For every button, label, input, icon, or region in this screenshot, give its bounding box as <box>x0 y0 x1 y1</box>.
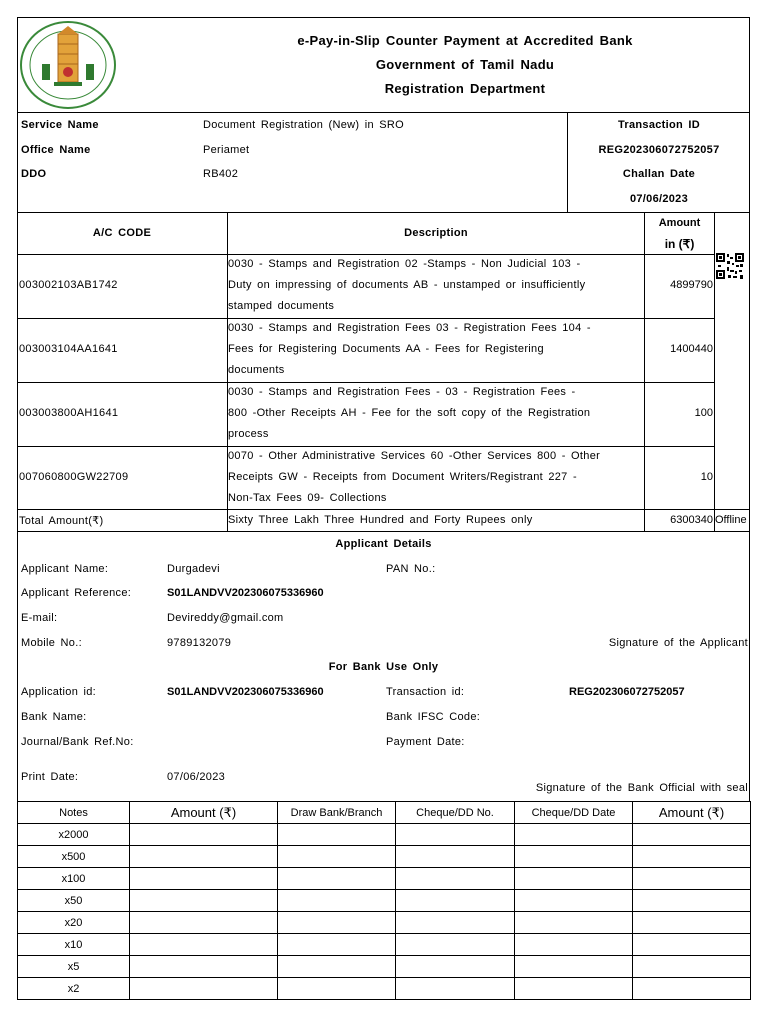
header-notes: Notes <box>18 802 130 824</box>
col-amount-line1: Amount <box>658 217 701 229</box>
row-1-desc-2: Duty on impressing of documents AB - unstamped or insufficiently <box>228 279 586 291</box>
row-4-code: 007060800GW22709 <box>19 471 129 483</box>
office-label: Office Name <box>21 144 91 156</box>
row-2-code: 003003104AA1641 <box>19 343 118 355</box>
table-row <box>18 912 751 934</box>
table-row <box>18 824 751 846</box>
cheque-date-cell[interactable] <box>515 912 633 934</box>
row-4-amount: 10 <box>700 471 713 483</box>
denomination: x50 <box>18 890 130 912</box>
application-id-label: Application id: <box>21 686 96 698</box>
draw-bank-cell[interactable] <box>278 868 396 890</box>
service-value: Document Registration (New) in SRO <box>203 119 404 131</box>
row-4-desc-2: Receipts GW - Receipts from Document Writers/Registrant 227 - <box>228 471 577 483</box>
total-words: Sixty Three Lakh Three Hundred and Forty Rupees only <box>228 514 533 526</box>
applicant-heading: Applicant Details <box>335 538 432 550</box>
amount-cell[interactable] <box>130 956 278 978</box>
journal-ref-label: Journal/Bank Ref.No: <box>21 736 134 748</box>
payment-date-label: Payment Date: <box>386 736 465 748</box>
cheque-date-cell[interactable] <box>515 890 633 912</box>
row-3-code: 003003800AH1641 <box>19 407 119 419</box>
cheque-date-cell[interactable] <box>515 846 633 868</box>
amount-cell[interactable] <box>130 934 278 956</box>
denomination: x2000 <box>18 824 130 846</box>
pan-label: PAN No.: <box>386 563 436 575</box>
office-value: Periamet <box>203 144 250 156</box>
application-id-value: S01LANDVV202306075336960 <box>167 686 324 698</box>
draw-bank-cell[interactable] <box>278 890 396 912</box>
header-line-1: e-Pay-in-Slip Counter Payment at Accredited Bank <box>297 33 633 48</box>
print-date-label: Print Date: <box>21 771 79 783</box>
cheque-no-cell[interactable] <box>396 868 515 890</box>
cheque-no-cell[interactable] <box>396 912 515 934</box>
amount-cell[interactable] <box>130 846 278 868</box>
denomination: x100 <box>18 868 130 890</box>
challan-date-label: Challan Date <box>622 168 696 180</box>
applicant-signature: Signature of the Applicant <box>608 637 748 649</box>
table-row <box>18 956 751 978</box>
row-2-amount: 1400440 <box>670 343 713 355</box>
row-1-amount: 4899790 <box>670 279 713 291</box>
row-1-code: 003002103AB1742 <box>19 279 118 291</box>
txn-id-label: Transaction ID <box>618 119 700 131</box>
cheque-no-cell[interactable] <box>396 846 515 868</box>
cheque-date-cell[interactable] <box>515 956 633 978</box>
applicant-ref-value: S01LANDVV20230607533696​0 <box>167 587 324 599</box>
row-3-desc-3: process <box>228 428 269 440</box>
header-amount: Amount (₹) <box>130 802 278 824</box>
print-date-value: 07/06/2023 <box>167 771 226 783</box>
mobile-label: Mobile No.: <box>21 637 82 649</box>
cheque-no-cell[interactable] <box>396 934 515 956</box>
table-row <box>18 934 751 956</box>
row-3-amount: 100 <box>694 407 713 419</box>
denomination: x2 <box>18 978 130 1000</box>
denomination: x20 <box>18 912 130 934</box>
ddo-label: DDO <box>21 168 47 180</box>
total-label: Total Amount(₹) <box>19 515 104 527</box>
table-row <box>18 890 751 912</box>
email-label: E-mail: <box>21 612 58 624</box>
challan-date-value: 07/06/2023 <box>629 193 689 205</box>
amount-cell-2[interactable] <box>633 868 751 890</box>
table-row <box>18 978 751 1000</box>
email-value: Devireddy@gmail.com <box>167 612 284 624</box>
applicant-name-value: Durgadevi <box>167 563 220 575</box>
cheque-no-cell[interactable] <box>396 978 515 1000</box>
col-description: Description <box>404 227 468 239</box>
amount-cell-2[interactable] <box>633 978 751 1000</box>
txn-id-value: REG202306072752057 <box>598 144 720 156</box>
applicant-ref-label: Applicant Reference: <box>21 587 132 599</box>
table-row <box>18 868 751 890</box>
table-row <box>18 846 751 868</box>
header-amount-2: Amount (₹) <box>633 802 751 824</box>
denomination: x500 <box>18 846 130 868</box>
ddo-value: RB402 <box>203 168 239 180</box>
header-draw-bank: Draw Bank/Branch <box>278 802 396 824</box>
amount-cell[interactable] <box>130 868 278 890</box>
bank-heading: For Bank Use Only <box>328 661 439 673</box>
service-label: Service Name <box>21 119 99 131</box>
mobile-value: 9789132079 <box>167 637 232 649</box>
draw-bank-cell[interactable] <box>278 824 396 846</box>
amount-cell-2[interactable] <box>633 890 751 912</box>
cheque-no-cell[interactable] <box>396 956 515 978</box>
bank-ifsc-label: Bank IFSC Code: <box>386 711 481 723</box>
payment-mode: Offline <box>715 514 747 526</box>
cheque-date-cell[interactable] <box>515 934 633 956</box>
transaction-id-label: Transaction id: <box>386 686 465 698</box>
amount-cell-2[interactable] <box>633 956 751 978</box>
amount-cell-2[interactable] <box>633 824 751 846</box>
row-3-desc-2: 800 -Other Receipts AH - Fee for the soft copy of the Registration <box>228 407 591 419</box>
denomination: x10 <box>18 934 130 956</box>
row-3-desc-1: 0030 - Stamps and Registration Fees - 03 - Registration Fees - <box>228 386 576 398</box>
bank-name-label: Bank Name: <box>21 711 87 723</box>
row-2-desc-1: 0030 - Stamps and Registration Fees 03 - Registration Fees 104 - <box>228 322 591 334</box>
amount-cell-2[interactable] <box>633 912 751 934</box>
row-4-desc-1: 0070 - Other Administrative Services 60 -Other Services 800 - Other <box>228 450 601 462</box>
cheque-date-cell[interactable] <box>515 978 633 1000</box>
header-line-3: Registration Department <box>384 81 546 96</box>
cheque-date-cell[interactable] <box>515 824 633 846</box>
denomination: x5 <box>18 956 130 978</box>
cheque-date-cell[interactable] <box>515 868 633 890</box>
amount-cell-2[interactable] <box>633 934 751 956</box>
draw-bank-cell[interactable] <box>278 934 396 956</box>
amount-cell[interactable] <box>130 912 278 934</box>
cheque-no-cell[interactable] <box>396 890 515 912</box>
draw-bank-cell[interactable] <box>278 846 396 868</box>
row-1-desc-1: 0030 - Stamps and Registration 02 -Stamps - Non Judicial 103 - <box>228 258 581 270</box>
col-ac-code: A/C CODE <box>92 227 152 239</box>
row-4-desc-3: Non-Tax Fees 09- Collections <box>228 492 387 504</box>
row-2-desc-3: documents <box>228 364 285 376</box>
amount-cell[interactable] <box>130 978 278 1000</box>
cheque-no-cell[interactable] <box>396 824 515 846</box>
header-cheque-date: Cheque/DD Date <box>515 802 633 824</box>
denomination-table <box>17 801 751 1000</box>
row-1-desc-3: stamped documents <box>228 300 335 312</box>
qr-code-icon <box>716 253 744 279</box>
header-line-2: Government of Tamil Nadu <box>375 57 555 72</box>
amount-cell[interactable] <box>130 824 278 846</box>
amount-cell[interactable] <box>130 890 278 912</box>
draw-bank-cell[interactable] <box>278 978 396 1000</box>
total-amount: 6300340 <box>670 514 713 526</box>
tn-emblem-logo <box>18 20 118 110</box>
draw-bank-cell[interactable] <box>278 956 396 978</box>
amount-cell-2[interactable] <box>633 846 751 868</box>
transaction-id-value: REG202306072752057 <box>569 686 685 698</box>
row-2-desc-2: Fees for Registering Documents AA - Fees for Registering <box>228 343 544 355</box>
header-cheque-no: Cheque/DD No. <box>396 802 515 824</box>
applicant-name-label: Applicant Name: <box>21 563 109 575</box>
bank-official-signature: Signature of the Bank Official with seal <box>535 782 748 794</box>
denomination-header-row <box>18 802 751 824</box>
draw-bank-cell[interactable] <box>278 912 396 934</box>
col-amount-line2: in (₹) <box>664 237 695 251</box>
